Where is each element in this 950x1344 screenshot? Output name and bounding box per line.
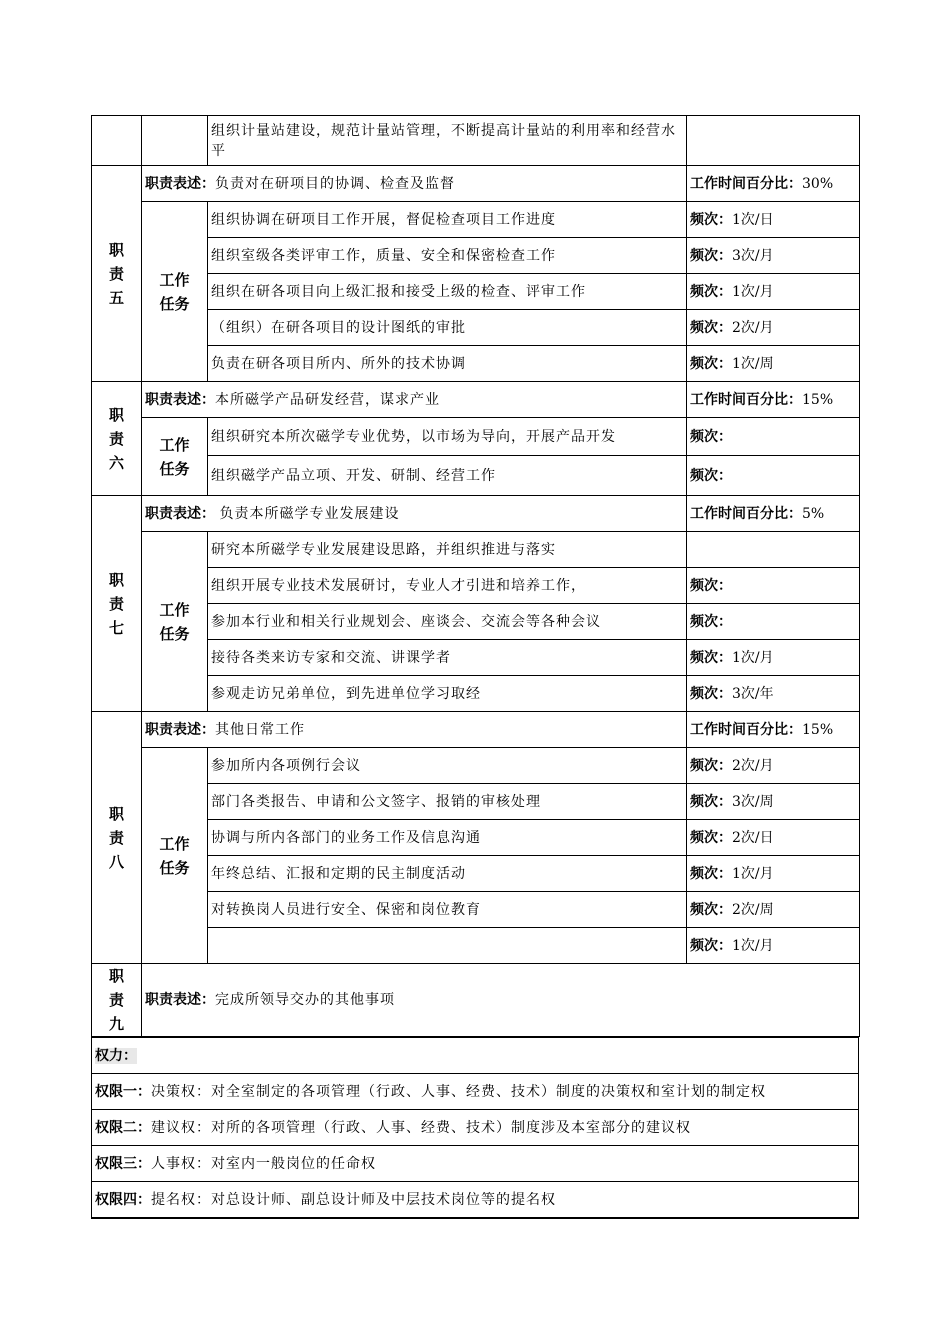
authority-row — [92, 1074, 859, 1110]
duty6-pct: 工作时间百分比：15% — [687, 382, 860, 418]
duty8-desc-row — [92, 712, 860, 748]
duty6-desc: 职责表述：本所磁学产品研发经营，谋求产业 — [142, 382, 687, 418]
task-text: 协调与所内各部门的业务工作及信息沟通 — [208, 820, 687, 856]
task-freq: 频次：1次/月 — [687, 274, 860, 310]
task-row — [92, 418, 860, 456]
task-row — [92, 928, 860, 964]
task-freq: 频次： — [687, 456, 860, 496]
task-text: 参观走访兄弟单位，到先进单位学习取经 — [208, 676, 687, 712]
duties-table — [91, 115, 860, 1037]
task-label: 工作 任务 — [142, 532, 208, 712]
continuation-row — [92, 116, 860, 166]
task-label: 工作 任务 — [142, 418, 208, 496]
duty7-label: 职 责 七 — [92, 496, 142, 712]
task-text: 组织计量站建设，规范计量站管理，不断提高计量站的利用率和经营水平 — [208, 116, 687, 166]
task-text: 参加所内各项例行会议 — [208, 748, 687, 784]
task-text: 组织协调在研项目工作开展，督促检查项目工作进度 — [208, 202, 687, 238]
task-row — [92, 856, 860, 892]
task-text: 组织开展专业技术发展研讨，专业人才引进和培养工作， — [208, 568, 687, 604]
duty8-label: 职 责 八 — [92, 712, 142, 964]
duty6-label: 职 责 六 — [92, 382, 142, 496]
task-freq-empty — [687, 532, 860, 568]
task-text: 参加本行业和相关行业规划会、座谈会、交流会等各种会议 — [208, 604, 687, 640]
authority-row — [92, 1146, 859, 1182]
task-label: 工作 任务 — [142, 202, 208, 382]
authority-table — [91, 1036, 859, 1219]
task-freq: 频次： — [687, 418, 860, 456]
duty5-desc: 职责表述：负责对在研项目的协调、检查及监督 — [142, 166, 687, 202]
task-freq: 频次：3次/年 — [687, 676, 860, 712]
task-freq: 频次：3次/周 — [687, 784, 860, 820]
task-freq: 频次：2次/日 — [687, 820, 860, 856]
task-freq: 频次：2次/月 — [687, 748, 860, 784]
duty9-label: 职 责 九 — [92, 964, 142, 1037]
duty6-desc-row — [92, 382, 860, 418]
authority-item: 权限三：人事权：对室内一般岗位的任命权 — [92, 1146, 859, 1182]
duty7-desc: 职责表述： 负责本所磁学专业发展建设 — [142, 496, 687, 532]
duty8-desc: 职责表述：其他日常工作 — [142, 712, 687, 748]
authority-title: 权力： — [92, 1037, 859, 1074]
job-description-sheet — [91, 115, 859, 1219]
task-freq: 频次：1次/月 — [687, 856, 860, 892]
task-text: 组织研究本所次磁学专业优势，以市场为导向，开展产品开发 — [208, 418, 687, 456]
task-row — [92, 532, 860, 568]
duty7-pct: 工作时间百分比：5% — [687, 496, 860, 532]
task-text: 组织在研各项目向上级汇报和接受上级的检查、评审工作 — [208, 274, 687, 310]
authority-title-row — [92, 1037, 859, 1074]
task-row — [92, 604, 860, 640]
task-row — [92, 640, 860, 676]
task-text: 对转换岗人员进行安全、保密和岗位教育 — [208, 892, 687, 928]
authority-item: 权限二：建议权：对所的各项管理（行政、人事、经费、技术）制度涉及本室部分的建议权 — [92, 1110, 859, 1146]
task-freq: 频次：1次/日 — [687, 202, 860, 238]
task-text: 年终总结、汇报和定期的民主制度活动 — [208, 856, 687, 892]
authority-row — [92, 1182, 859, 1219]
task-text: （组织）在研各项目的设计图纸的审批 — [208, 310, 687, 346]
task-text: 研究本所磁学专业发展建设思路，并组织推进与落实 — [208, 532, 687, 568]
task-row — [92, 892, 860, 928]
authority-row — [92, 1110, 859, 1146]
task-row — [92, 274, 860, 310]
task-text: 接待各类来访专家和交流、讲课学者 — [208, 640, 687, 676]
duty5-desc-row — [92, 166, 860, 202]
task-text: 负责在研各项目所内、所外的技术协调 — [208, 346, 687, 382]
authority-item: 权限一：决策权：对全室制定的各项管理（行政、人事、经费、技术）制度的决策权和室计划的制定权 — [92, 1074, 859, 1110]
task-row — [92, 456, 860, 496]
duty7-desc-row — [92, 496, 860, 532]
task-freq: 频次：1次/月 — [687, 640, 860, 676]
task-row — [92, 238, 860, 274]
duty5-label: 职 责 五 — [92, 166, 142, 382]
task-freq: 频次：1次/周 — [687, 346, 860, 382]
task-row — [92, 346, 860, 382]
duty8-pct: 工作时间百分比：15% — [687, 712, 860, 748]
authority-item: 权限四：提名权：对总设计师、副总设计师及中层技术岗位等的提名权 — [92, 1182, 859, 1219]
duty9-row — [92, 964, 860, 1037]
task-freq: 频次：1次/月 — [687, 928, 860, 964]
task-freq: 频次：2次/周 — [687, 892, 860, 928]
task-label: 工作 任务 — [142, 748, 208, 964]
task-row — [92, 748, 860, 784]
task-row — [92, 202, 860, 238]
duty9-desc: 职责表述：完成所领导交办的其他事项 — [142, 964, 860, 1037]
task-text: 组织室级各类评审工作，质量、安全和保密检查工作 — [208, 238, 687, 274]
task-row — [92, 310, 860, 346]
task-text — [208, 928, 687, 964]
task-freq: 频次： — [687, 568, 860, 604]
task-row — [92, 784, 860, 820]
task-text: 组织磁学产品立项、开发、研制、经营工作 — [208, 456, 687, 496]
task-freq: 频次：2次/月 — [687, 310, 860, 346]
task-text: 部门各类报告、申请和公文签字、报销的审核处理 — [208, 784, 687, 820]
task-freq: 频次：3次/月 — [687, 238, 860, 274]
task-row — [92, 568, 860, 604]
duty5-pct: 工作时间百分比：30% — [687, 166, 860, 202]
task-row — [92, 820, 860, 856]
task-row — [92, 676, 860, 712]
task-freq: 频次： — [687, 604, 860, 640]
